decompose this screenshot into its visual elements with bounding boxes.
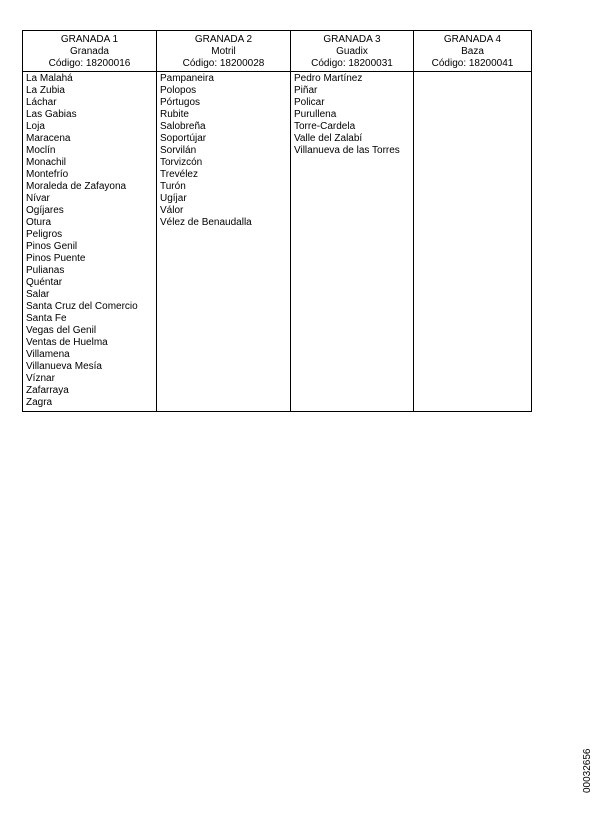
town-list-item: Turón xyxy=(160,181,186,192)
town-list-item: Torvizcón xyxy=(160,157,203,168)
town-list-item: Zagra xyxy=(26,397,53,408)
offices-table xyxy=(22,30,532,412)
town-cell-granada-3 xyxy=(291,72,414,412)
town-list-item: Pinos Puente xyxy=(26,253,86,264)
town-list-item: Montefrío xyxy=(26,169,69,180)
town-list-item: Válor xyxy=(160,205,184,216)
town-list-item: Vélez de Benaudalla xyxy=(160,217,252,228)
town-list-item: Víznar xyxy=(26,373,55,384)
town-list-item: Villanueva de las Torres xyxy=(294,145,400,156)
town-list-item: La Zubia xyxy=(26,85,65,96)
town-list-item: Polopos xyxy=(160,85,197,96)
town-list-item: Policar xyxy=(294,97,325,108)
town-list-item: Loja xyxy=(26,121,45,132)
column-header-granada-1 xyxy=(23,31,157,72)
town-list-item: Vegas del Genil xyxy=(26,325,97,336)
header-code: Código: 18200028 xyxy=(182,58,265,69)
town-list-item: Torre-Cardela xyxy=(294,121,356,132)
header-city: Granada xyxy=(70,46,109,57)
table-header-row xyxy=(23,31,532,72)
town-list-item: Valle del Zalabí xyxy=(294,133,363,144)
town-list-item: Otura xyxy=(26,217,52,228)
town-list-item: Piñar xyxy=(294,85,318,96)
town-list-item: Pinos Genil xyxy=(26,241,78,252)
town-list-item: Pórtugos xyxy=(160,97,201,108)
header-title: GRANADA 2 xyxy=(194,34,253,45)
town-list-item: Purullena xyxy=(294,109,337,120)
town-list-item: Soportújar xyxy=(160,133,207,144)
town-list-item: Pampaneira xyxy=(160,73,214,84)
column-header-granada-2 xyxy=(157,31,291,72)
column-header-granada-4 xyxy=(414,31,532,72)
town-list-item: Moclín xyxy=(26,145,56,156)
town-list-item: Rubite xyxy=(160,109,189,120)
town-list-item: Trevélez xyxy=(160,169,198,180)
town-list xyxy=(160,73,288,229)
header-city: Motril xyxy=(211,46,236,57)
town-list-item: Monachil xyxy=(26,157,67,168)
town-list-item: Zafarraya xyxy=(26,385,69,396)
header-code: Código: 18200041 xyxy=(431,58,514,69)
town-list-item: Peligros xyxy=(26,229,63,240)
header-title: GRANADA 3 xyxy=(323,34,381,45)
header-code: Código: 18200031 xyxy=(311,58,393,69)
town-list-item: Santa Cruz del Comercio xyxy=(26,301,138,312)
page-code: 00032656 xyxy=(582,748,593,793)
header-title: GRANADA 4 xyxy=(443,34,502,45)
header-city: Baza xyxy=(461,46,484,57)
town-list-item: Villamena xyxy=(26,349,70,360)
town-list-item: Sorvilán xyxy=(160,145,197,156)
town-cell-granada-1 xyxy=(23,72,157,412)
town-list-item: Ventas de Huelma xyxy=(26,337,108,348)
town-list-item: Moraleda de Zafayona xyxy=(26,181,127,192)
town-list-item: Pulianas xyxy=(26,265,65,276)
town-list-item: Las Gabias xyxy=(26,109,77,120)
town-list-item: Ogíjares xyxy=(26,205,64,216)
town-list-item: Santa Fe xyxy=(26,313,67,324)
header-title: GRANADA 1 xyxy=(60,34,119,45)
table-body-row xyxy=(23,72,532,412)
town-list-item: Pedro Martínez xyxy=(294,73,363,84)
town-list xyxy=(26,73,154,409)
town-list-item: Maracena xyxy=(26,133,71,144)
town-list-item: Salar xyxy=(26,289,50,300)
town-list-item: La Malahá xyxy=(26,73,73,84)
town-list-item: Nívar xyxy=(26,193,50,204)
town-list-item: Salobreña xyxy=(160,121,206,132)
town-list-item: Quéntar xyxy=(26,277,63,288)
column-header-granada-3 xyxy=(291,31,414,72)
header-code: Código: 18200016 xyxy=(48,58,131,69)
town-list-item: Ugíjar xyxy=(160,193,187,204)
town-list xyxy=(294,73,411,157)
town-list-item: Láchar xyxy=(26,97,57,108)
town-list-item: Villanueva Mesía xyxy=(26,361,102,372)
header-city: Guadix xyxy=(336,46,368,57)
town-cell-granada-2 xyxy=(157,72,291,412)
town-cell-granada-4 xyxy=(414,72,532,412)
